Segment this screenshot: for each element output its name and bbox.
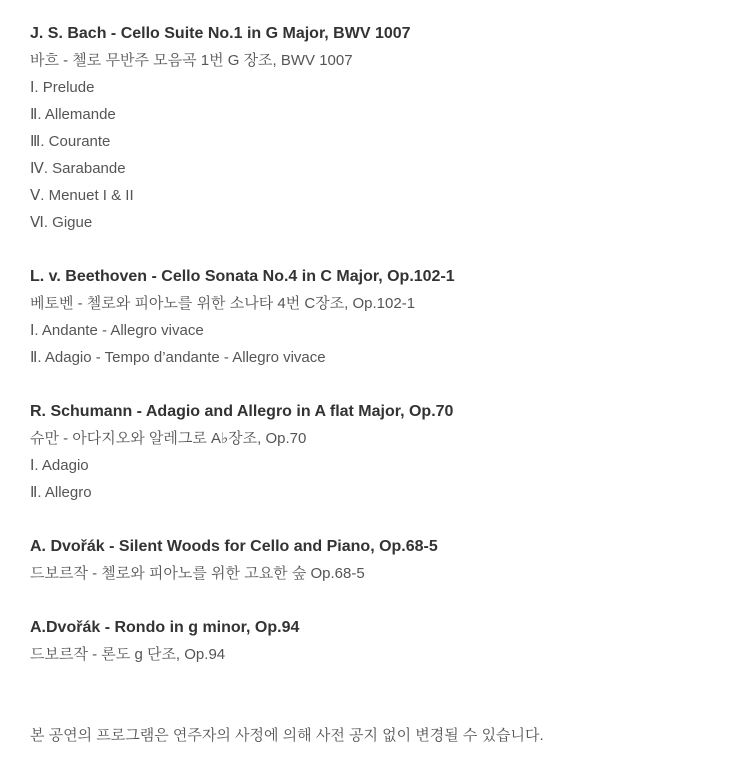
movement-item: Ⅱ. Allemande [30, 106, 116, 123]
movement-item: Ⅵ. Gigue [30, 214, 93, 231]
movement-item: Ⅴ. Menuet I & II [30, 187, 134, 204]
movement-item: Ⅳ. Sarabande [30, 160, 126, 177]
movement-item: Ⅱ. Adagio - Tempo d’andante - Allegro vivace [30, 349, 326, 366]
piece-title-korean: 베토벤 - 첼로와 피아노를 위한 소나타 4번 C장조, Op.102-1 [30, 295, 416, 312]
piece-title-korean: 바흐 - 첼로 무반주 모음곡 1번 G 장조, BWV 1007 [30, 52, 353, 69]
movement-item: Ⅱ. Allegro [30, 484, 92, 501]
piece-title: A. Dvořák - Silent Woods for Cello and Piano, Op.68-5 [30, 538, 438, 555]
program-section-beethoven [30, 263, 720, 371]
movement-item: Ⅲ. Courante [30, 133, 111, 150]
program-section-bach [30, 20, 720, 236]
program-section-dvorak-rondo [30, 614, 720, 668]
program-section-dvorak-silent-woods [30, 533, 720, 587]
movement-item: Ⅰ. Adagio [30, 457, 89, 474]
program-section-schumann [30, 398, 720, 506]
piece-title-korean: 슈만 - 아다지오와 알레그로 A♭장조, Op.70 [30, 430, 307, 447]
piece-title: L. v. Beethoven - Cello Sonata No.4 in C Major, Op.102-1 [30, 268, 455, 285]
piece-title-korean: 드보르작 - 첼로와 피아노를 위한 고요한 숲 Op.68-5 [30, 565, 365, 582]
piece-title: J. S. Bach - Cello Suite No.1 in G Major, BWV 1007 [30, 25, 411, 42]
piece-title: A.Dvořák - Rondo in g minor, Op.94 [30, 619, 300, 636]
movement-item: Ⅰ. Prelude [30, 79, 95, 96]
program-change-note: 본 공연의 프로그램은 연주자의 사정에 의해 사전 공지 없이 변경될 수 있습니다. [30, 727, 544, 744]
piece-title-korean: 드보르작 - 론도 g 단조, Op.94 [30, 646, 226, 663]
movement-item: Ⅰ. Andante - Allegro vivace [30, 322, 204, 339]
piece-title: R. Schumann - Adagio and Allegro in A flat Major, Op.70 [30, 403, 454, 420]
